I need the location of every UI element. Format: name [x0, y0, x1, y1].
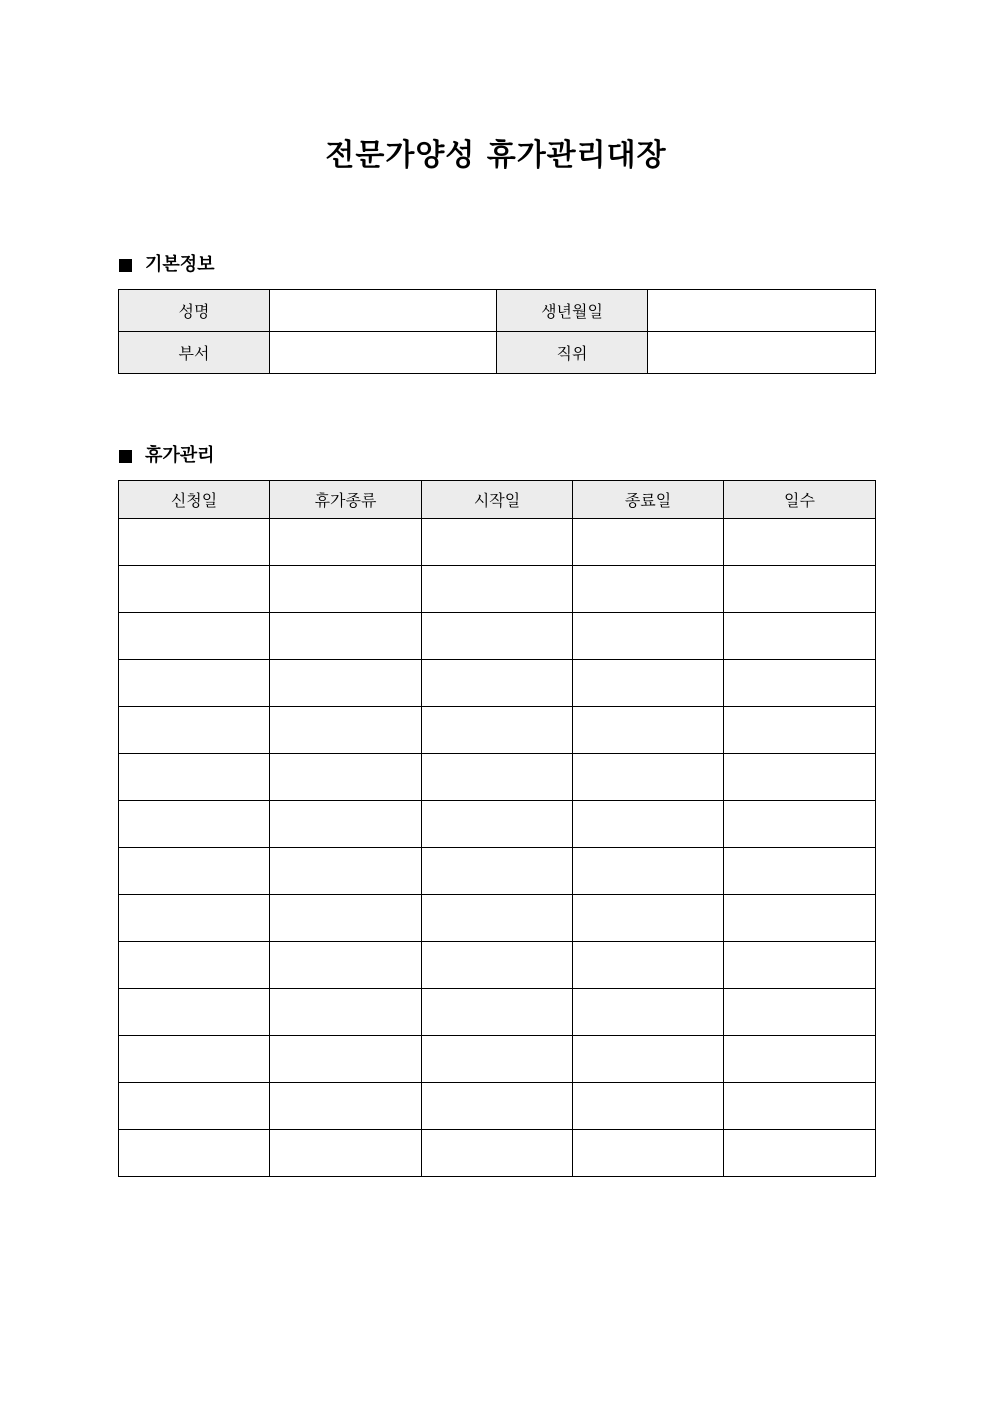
leave-table-body: [119, 519, 876, 1177]
end-date-cell[interactable]: [573, 1130, 724, 1177]
leave-management-heading-text: 휴가관리: [145, 445, 215, 466]
application-date-cell[interactable]: [119, 660, 270, 707]
table-row: [119, 848, 876, 895]
end-date-cell[interactable]: [573, 754, 724, 801]
table-row: [119, 754, 876, 801]
position-label: 직위: [497, 332, 648, 374]
basic-info-heading-text: 기본정보: [145, 254, 215, 275]
end-date-cell[interactable]: [573, 848, 724, 895]
square-bullet-icon: [119, 259, 132, 272]
basic-info-table: [118, 289, 876, 374]
end-date-cell[interactable]: [573, 801, 724, 848]
column-header-leave-type: 휴가종류: [270, 481, 422, 519]
table-row: [119, 895, 876, 942]
days-cell[interactable]: [724, 613, 876, 660]
days-cell[interactable]: [724, 942, 876, 989]
leave-type-cell[interactable]: [270, 1036, 422, 1083]
table-row: [119, 566, 876, 613]
table-row: [119, 660, 876, 707]
start-date-cell[interactable]: [422, 1036, 573, 1083]
column-header-start-date: 시작일: [422, 481, 573, 519]
start-date-cell[interactable]: [422, 660, 573, 707]
leave-type-cell[interactable]: [270, 989, 422, 1036]
table-row: [119, 707, 876, 754]
column-header-end-date: 종료일: [573, 481, 724, 519]
position-field[interactable]: [648, 332, 876, 374]
basic-info-heading: [119, 253, 215, 277]
table-row: [119, 613, 876, 660]
table-row: [119, 1083, 876, 1130]
application-date-cell[interactable]: [119, 754, 270, 801]
leave-type-cell[interactable]: [270, 1083, 422, 1130]
table-row: [119, 519, 876, 566]
application-date-cell[interactable]: [119, 613, 270, 660]
days-cell[interactable]: [724, 989, 876, 1036]
leave-type-cell[interactable]: [270, 895, 422, 942]
application-date-cell[interactable]: [119, 989, 270, 1036]
name-field[interactable]: [270, 290, 497, 332]
leave-type-cell[interactable]: [270, 660, 422, 707]
table-row: [119, 989, 876, 1036]
days-cell[interactable]: [724, 1130, 876, 1177]
application-date-cell[interactable]: [119, 707, 270, 754]
application-date-cell[interactable]: [119, 801, 270, 848]
days-cell[interactable]: [724, 707, 876, 754]
days-cell[interactable]: [724, 1083, 876, 1130]
days-cell[interactable]: [724, 895, 876, 942]
application-date-cell[interactable]: [119, 895, 270, 942]
column-header-days: 일수: [724, 481, 876, 519]
days-cell[interactable]: [724, 1036, 876, 1083]
application-date-cell[interactable]: [119, 1130, 270, 1177]
leave-type-cell[interactable]: [270, 707, 422, 754]
department-label: 부서: [119, 332, 270, 374]
column-header-application-date: 신청일: [119, 481, 270, 519]
end-date-cell[interactable]: [573, 1036, 724, 1083]
basic-info-row: [119, 290, 876, 332]
end-date-cell[interactable]: [573, 989, 724, 1036]
end-date-cell[interactable]: [573, 895, 724, 942]
document-title: 전문가양성 휴가관리대장: [325, 138, 667, 173]
leave-type-cell[interactable]: [270, 613, 422, 660]
start-date-cell[interactable]: [422, 801, 573, 848]
end-date-cell[interactable]: [573, 707, 724, 754]
table-row: [119, 1130, 876, 1177]
start-date-cell[interactable]: [422, 1083, 573, 1130]
department-field[interactable]: [270, 332, 497, 374]
days-cell[interactable]: [724, 801, 876, 848]
end-date-cell[interactable]: [573, 942, 724, 989]
leave-table-header-row: [119, 481, 876, 519]
start-date-cell[interactable]: [422, 895, 573, 942]
end-date-cell[interactable]: [573, 660, 724, 707]
end-date-cell[interactable]: [573, 1083, 724, 1130]
days-cell[interactable]: [724, 660, 876, 707]
name-label: 성명: [119, 290, 270, 332]
start-date-cell[interactable]: [422, 754, 573, 801]
application-date-cell[interactable]: [119, 1083, 270, 1130]
application-date-cell[interactable]: [119, 566, 270, 613]
start-date-cell[interactable]: [422, 707, 573, 754]
table-row: [119, 801, 876, 848]
birthdate-field[interactable]: [648, 290, 876, 332]
start-date-cell[interactable]: [422, 942, 573, 989]
square-bullet-icon: [119, 450, 132, 463]
days-cell[interactable]: [724, 754, 876, 801]
application-date-cell[interactable]: [119, 848, 270, 895]
table-row: [119, 1036, 876, 1083]
start-date-cell[interactable]: [422, 848, 573, 895]
start-date-cell[interactable]: [422, 519, 573, 566]
leave-type-cell[interactable]: [270, 1130, 422, 1177]
leave-management-heading: [119, 444, 215, 468]
leave-type-cell[interactable]: [270, 801, 422, 848]
leave-type-cell[interactable]: [270, 519, 422, 566]
end-date-cell[interactable]: [573, 519, 724, 566]
days-cell[interactable]: [724, 566, 876, 613]
leave-type-cell[interactable]: [270, 566, 422, 613]
application-date-cell[interactable]: [119, 1036, 270, 1083]
leave-type-cell[interactable]: [270, 942, 422, 989]
leave-type-cell[interactable]: [270, 848, 422, 895]
basic-info-row: [119, 332, 876, 374]
leave-type-cell[interactable]: [270, 754, 422, 801]
birthdate-label: 생년월일: [497, 290, 648, 332]
leave-management-table: [118, 480, 876, 1177]
application-date-cell[interactable]: [119, 942, 270, 989]
days-cell[interactable]: [724, 519, 876, 566]
end-date-cell[interactable]: [573, 566, 724, 613]
start-date-cell[interactable]: [422, 566, 573, 613]
start-date-cell[interactable]: [422, 989, 573, 1036]
start-date-cell[interactable]: [422, 613, 573, 660]
start-date-cell[interactable]: [422, 1130, 573, 1177]
days-cell[interactable]: [724, 848, 876, 895]
table-row: [119, 942, 876, 989]
end-date-cell[interactable]: [573, 613, 724, 660]
application-date-cell[interactable]: [119, 519, 270, 566]
